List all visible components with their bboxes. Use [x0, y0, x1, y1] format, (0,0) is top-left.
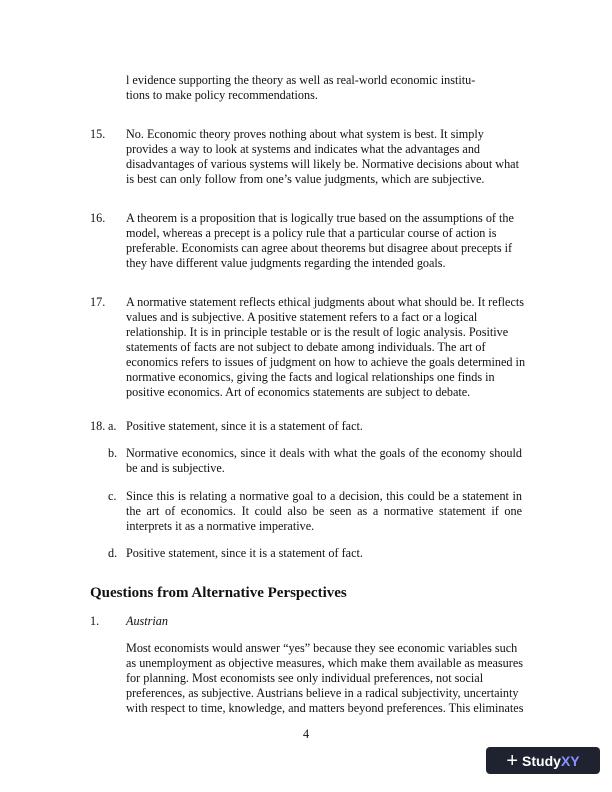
item-line: they have different value judgments regarding the intended goals. — [126, 256, 446, 270]
logo-text-study: Study — [522, 752, 561, 769]
page-number: 4 — [302, 727, 310, 741]
item-line: statements of facts are not subject to debate among individuals. The art of — [126, 340, 486, 354]
subitem-letter: c. — [108, 489, 117, 503]
intro-line: tions to make policy recommendations. — [126, 88, 318, 102]
item-title: Austrian — [126, 614, 168, 628]
item-line: positive economics. Art of economics statements are subject to debate. — [126, 385, 471, 399]
subitem-line: Since this is relating a normative goal to a decision, this could be a statement in — [126, 489, 522, 503]
item-line: preferable. Economists can agree about theorems but disagree about precepts if — [126, 241, 513, 255]
item-line: is best can only follow from one’s value judgments, which are subjective. — [126, 172, 485, 186]
item-line: model, whereas a precept is a policy rule that a particular course of action is — [126, 226, 497, 240]
subitem-line: Positive statement, since it is a statement of fact. — [126, 546, 363, 560]
item-line: with respect to time, knowledge, and matters beyond preferences. This eliminates — [126, 701, 524, 715]
subitem-line: interprets it as a normative imperative. — [126, 519, 315, 533]
item-line: Most economists would answer “yes” because they see economic variables such — [126, 641, 518, 655]
subitem-line: Positive statement, since it is a statement of fact. — [126, 419, 363, 433]
subitem-line: the art of economics. It could also be seen as a normative statement if one — [126, 504, 522, 518]
subitem-letter: a. — [108, 419, 117, 433]
item-number: 1. — [90, 614, 100, 628]
item-line: disadvantages of various systems will likely be. Normative decisions about what — [126, 157, 519, 171]
item-number: 15. — [90, 127, 106, 141]
subitem-letter: b. — [108, 446, 118, 460]
item-line: normative economics, giving the facts and logical relationships one finds in — [126, 370, 495, 384]
subitem-line: Normative economics, since it deals with what the goals of the economy should — [126, 446, 522, 460]
item-line: as unemployment as objective measures, which make them available as measures — [126, 656, 523, 670]
item-number: 17. — [90, 295, 106, 309]
item-line: provides a way to look at systems and indicates what the advantages and — [126, 142, 481, 156]
item-line: economics refers to issues of judgment on how to achieve the goals determined in — [126, 355, 526, 369]
subitem-line: be and is subjective. — [126, 461, 225, 475]
item-line: relationship. It is in principle testable or is the result of logic analysis. Positive — [126, 325, 509, 339]
item-line: No. Economic theory proves nothing about what system is best. It simply — [126, 127, 484, 141]
plus-icon: + — [506, 749, 519, 772]
intro-line: l evidence supporting the theory as well as real-world economic institu- — [126, 73, 476, 87]
section-heading: Questions from Alternative Perspectives — [90, 585, 347, 601]
item-line: preferences, as subjective. Austrians believe in a radical subjectivity, uncertainty — [126, 686, 519, 700]
item-number: 16. — [90, 211, 106, 225]
item-line: A theorem is a proposition that is logically true based on the assumptions of the — [126, 211, 514, 225]
item-line: for planning. Most economists see only individual preferences, not social — [126, 671, 484, 685]
item-line: values and is subjective. A positive statement refers to a fact or a logical — [126, 310, 478, 324]
item-number: 18. — [90, 419, 106, 433]
studyxy-logo[interactable] — [486, 747, 600, 774]
subitem-letter: d. — [108, 546, 118, 560]
item-line: A normative statement reflects ethical judgments about what should be. It reflects — [126, 295, 525, 309]
logo-text-xy: XY — [560, 752, 580, 769]
